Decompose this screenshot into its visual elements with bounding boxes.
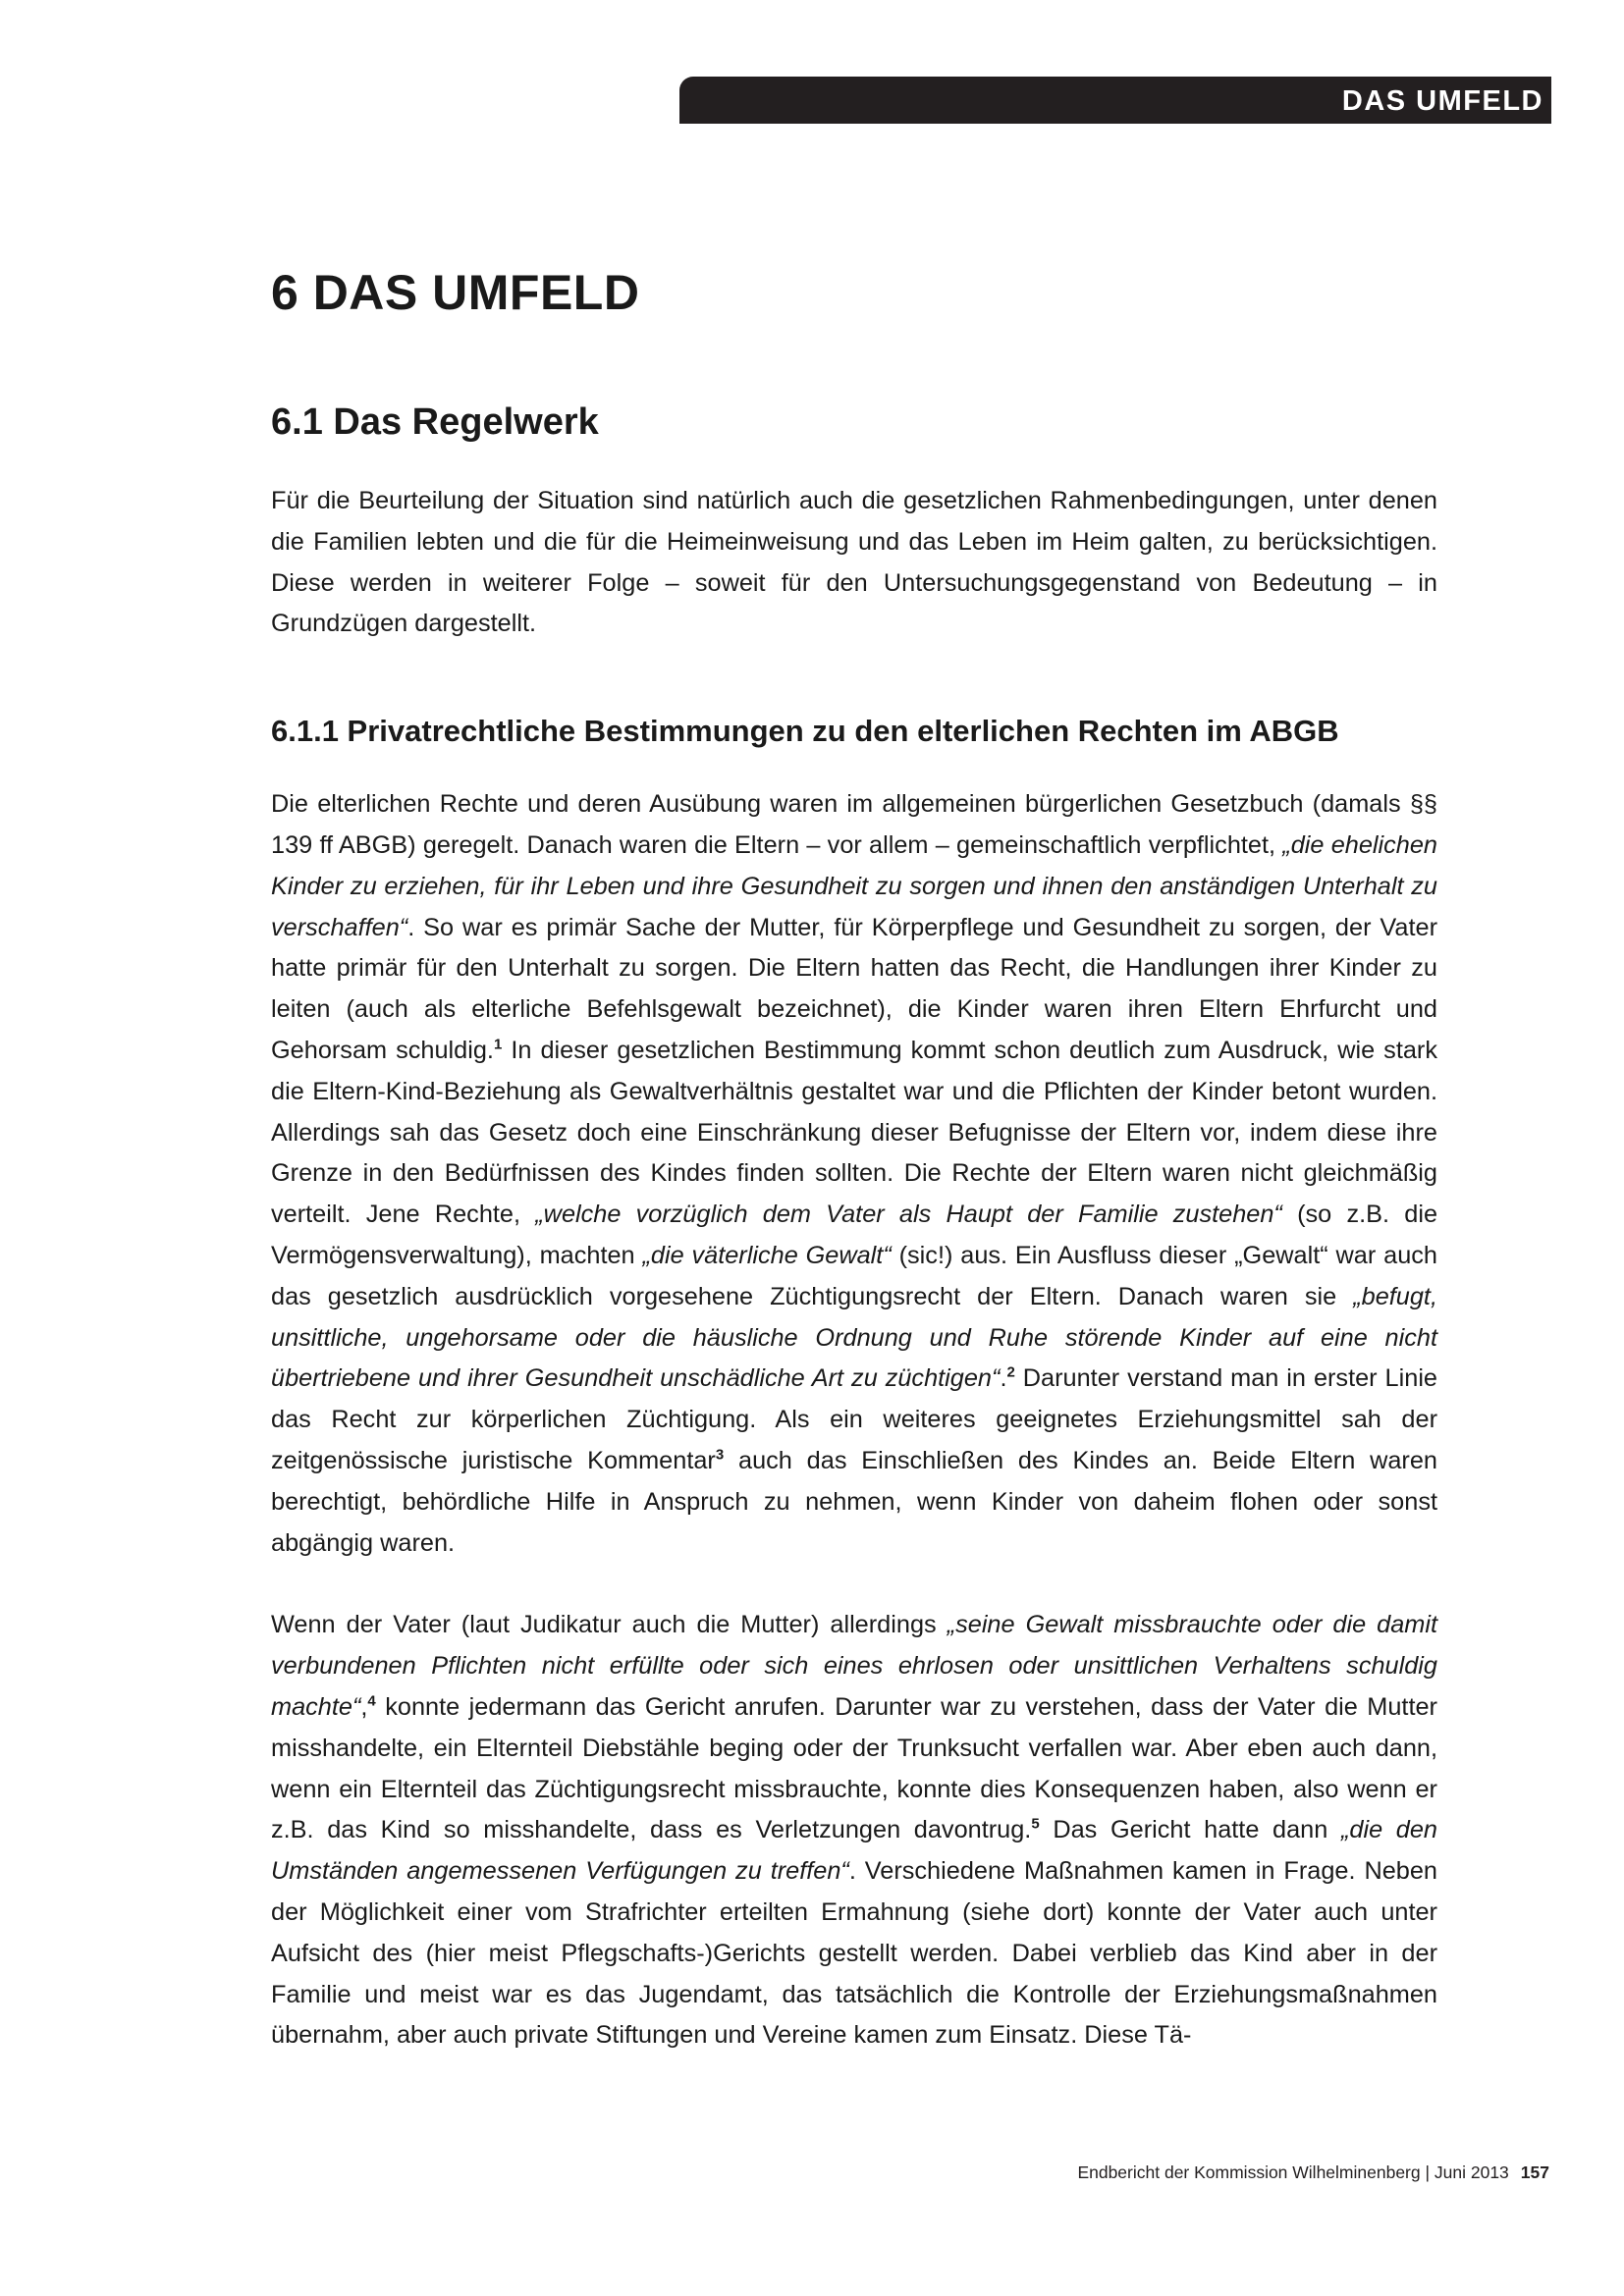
running-header-bar — [679, 77, 1551, 124]
footnote-ref-5[interactable]: 5 — [1031, 1815, 1040, 1833]
text-run: . So war es primär Sache der Mutter, für Körperpflege und Gesundheit zu sorgen, der Vater hatte primär für den Unterhalt zu sorgen. Die Eltern hatten das Recht, die Handlungen ihrer Kinder zu leiten (auch als elterliche Befehlsgewalt bezeichnet), die Kinder waren ihren Eltern Ehrfurcht und Gehorsam schuldig. — [271, 913, 1437, 1064]
quote-run: „die den Umständen angemessenen Verfügungen zu treffen“ — [271, 1816, 1438, 1886]
text-run: Das Gericht hatte dann — [1039, 1816, 1341, 1844]
section-paragraph: Für die Beurteilung der Situation sind natürlich auch die gesetzlichen Rahmenbedingungen, unter denen die Familien lebten und die für die Heimeinweisung und das Leben im Heim galten, zu berücksichtigen. Diese werden in weiterer Folge – soweit für den Untersuchungsgegenstand von Bedeutung – in Grundzügen dargestellt. — [271, 487, 1437, 638]
quote-run: „befugt, unsittliche, ungehorsame oder die häusliche Ordnung und Ruhe störende Kinder auf eine nicht übertriebene und ihrer Gesundheit unschädliche Art zu züchtigen“ — [271, 1282, 1437, 1393]
quote-run: „seine Gewalt missbrauchte oder die damit verbundenen Pflichten nicht erfüllte oder sich eines ehrlosen oder unsittlichen Verhaltens schuldig machte“ — [271, 1611, 1437, 1721]
text-run: konnte jedermann das Gericht anrufen. Darunter war zu verstehen, dass der Vater die Mutter misshandelte, ein Elternteil Diebstähle beging oder der Trunksucht verfallen war. Aber eben auch dann, wenn ein Elternteil das Züchtigungsrecht missbrauchte, konnte dies Konsequenzen haben, also wenn er z.B. das Kind so misshandelte, dass es Verletzungen davontrug. — [271, 1692, 1437, 1844]
body-paragraph-2 — [271, 1605, 1437, 2056]
body-paragraph-1 — [271, 784, 1437, 1564]
footnote-ref-1[interactable]: 1 — [493, 1036, 503, 1053]
section-heading: 6.1 Das Regelwerk — [271, 401, 599, 443]
quote-run: „die ehelichen Kinder zu erziehen, für ihr Leben und ihre Gesundheit zu sorgen und ihnen den anständigen Unterhalt zu verschaffen“ — [271, 830, 1437, 941]
footnote-ref-3[interactable]: 3 — [715, 1446, 725, 1464]
subsection-heading: 6.1.1 Privatrechtliche Bestimmungen zu den elterlichen Rechten im ABGB — [271, 714, 1339, 749]
text-run: auch das Einschließen des Kindes an. Beide Eltern waren berechtigt, behördliche Hilfe in Anspruch zu nehmen, wenn Kinder von daheim flohen oder sonst abgängig waren. — [271, 1446, 1437, 1557]
text-run: (sic!) aus. Ein Ausfluss dieser „Gewalt“ war auch das gesetzlich ausdrücklich vorgesehene Züchtigungsrecht der Eltern. Danach waren sie — [271, 1241, 1437, 1310]
quote-run: „welche vorzüglich dem Vater als Haupt der Familie zustehen“ — [535, 1201, 1282, 1229]
text-run: Wenn der Vater (laut Judikatur auch die Mutter) allerdings — [271, 1611, 947, 1639]
text-run: . — [1000, 1364, 1007, 1393]
footer-source: Endbericht der Kommission Wilhelminenberg | Juni 2013 — [1077, 2163, 1509, 2182]
running-header-title: DAS UMFELD — [1341, 85, 1543, 117]
text-run: In dieser gesetzlichen Bestimmung kommt schon deutlich zum Ausdruck, wie stark die Eltern-Kind-Beziehung als Gewaltverhältnis gestaltet war und die Pflichten der Kinder betont wurden. Allerdings sah das Gesetz doch eine Einschränkung dieser Befugnisse der Eltern vor, indem diese ihre Grenze in den Bedürfnissen des Kindes finden sollten. Die Rechte der Eltern waren nicht gleichmäßig verteilt. Jene Rechte, — [271, 1036, 1438, 1229]
text-run: Darunter verstand man in erster Linie das Recht zur körperlichen Züchtigung. Als ein weiteres geeignetes Erziehungsmittel sah der zeitgenössische juristische Kommentar — [271, 1364, 1438, 1474]
page-footer — [1077, 2163, 1549, 2183]
text-run: , — [360, 1692, 368, 1721]
text-run: Die elterlichen Rechte und deren Ausübung waren im allgemeinen bürgerlichen Gesetzbuch (damals §§ 139 ff ABGB) geregelt. Danach waren die Eltern – vor allem – gemeinschaftlich verpflichtet, — [271, 790, 1437, 859]
text-run: (so z.B. die Vermögensverwaltung), machten — [271, 1201, 1438, 1269]
quote-run: „die väterliche Gewalt“ — [642, 1241, 892, 1269]
footnote-ref-2[interactable]: 2 — [1006, 1363, 1015, 1381]
text-run: . Verschiedene Maßnahmen kamen in Frage. Neben der Möglichkeit einer vom Strafrichter erteilten Ermahnung (siehe dort) konnte der Vater auch unter Aufsicht des (hier meist Pflegschafts-)Gerichts gestellt werden. Dabei verblieb das Kind aber in der Familie und meist war es das Jugendamt, das tatsächlich die Kontrolle der Erziehungsmaßnahmen übernahm, aber auch private Stiftungen und Vereine kamen zum Einsatz. Diese Tä- — [271, 1857, 1437, 2050]
page-number: 157 — [1520, 2163, 1549, 2182]
page-content — [271, 257, 1437, 2056]
chapter-heading: 6 DAS UMFELD — [271, 265, 640, 320]
footnote-ref-4[interactable]: 4 — [367, 1692, 376, 1710]
